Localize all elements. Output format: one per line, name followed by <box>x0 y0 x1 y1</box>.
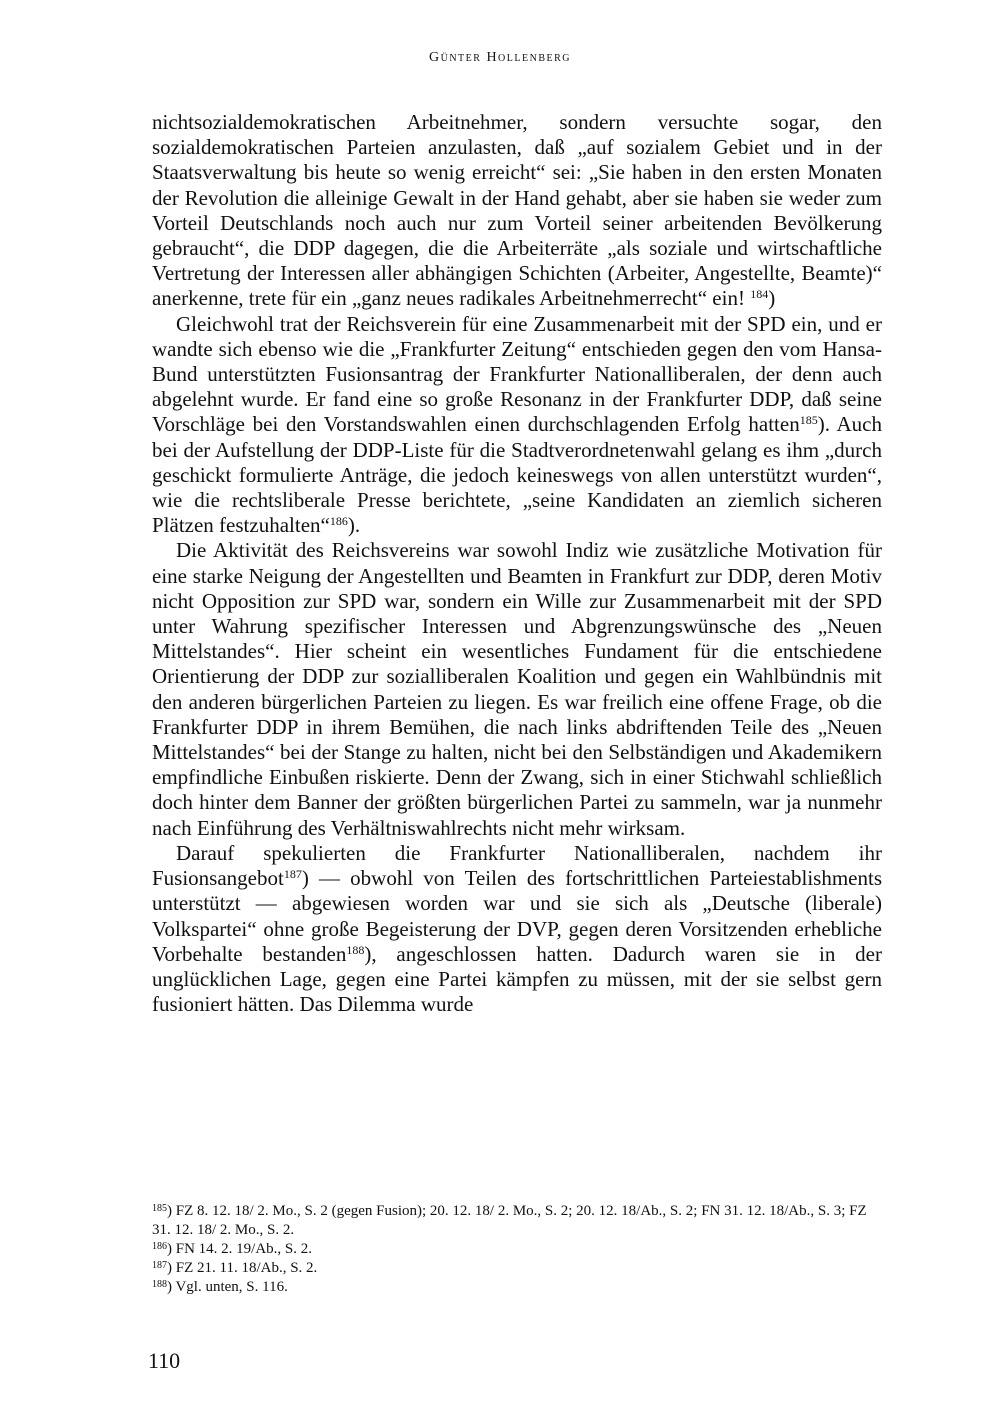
footnote-reference: 184 <box>750 287 769 302</box>
footnote-text: ) FN 14. 2. 19/Ab., S. 2. <box>167 1241 313 1257</box>
footnote-reference: 185 <box>799 413 818 428</box>
footnote <box>152 1278 882 1297</box>
running-head: Günter Hollenberg <box>429 50 571 65</box>
page-number: 110 <box>148 1348 181 1373</box>
footnote <box>152 1202 882 1240</box>
text-run: ). <box>347 513 361 538</box>
paragraph <box>152 312 882 539</box>
footnote-number: 186 <box>152 1241 167 1252</box>
footnote-reference: 186 <box>329 514 348 529</box>
footnote-reference: 187 <box>283 867 302 882</box>
footnote-text: ) Vgl. unten, S. 116. <box>167 1279 288 1295</box>
footnote-number: 188 <box>152 1279 167 1290</box>
footnote <box>152 1240 882 1259</box>
paragraph <box>152 841 882 1017</box>
footnote <box>152 1259 882 1278</box>
body-text <box>152 110 882 1017</box>
footnote-reference: 188 <box>346 942 365 957</box>
footnote-number: 185 <box>152 1203 167 1214</box>
text-run: nichtsozialdemokratischen Arbeitnehmer, sondern versuchte sogar, den sozialdemokratischen Parteien anzulasten, daß „auf sozialem Gebiet und in der Staatsverwaltung bis heute so wenig erreicht“ sei: „Sie haben in den ersten Monaten der Revolution die alleinige Gewalt in der Hand gehabt, aber sie haben sie weder zum Vorteil Deutschlands noch auch nur zum Vorteil seiner arbeitenden Bevölkerung gebraucht“, die DDP dagegen, die die Arbeiterräte „als soziale und wirtschaftliche Vertretung der Interessen aller abhängigen Schichten (Arbeiter, Angestellte, Beamte)“ anerkenne, trete für ein „ganz neues radikales Arbeitnehmerrecht“ ein! <box>152 110 882 311</box>
footnotes <box>152 1202 882 1297</box>
paragraph <box>152 110 882 312</box>
footnote-text: ) FZ 21. 11. 18/Ab., S. 2. <box>167 1260 318 1276</box>
paragraph <box>152 538 882 840</box>
text-run: ), angeschlossen hatten. Dadurch waren sie in der unglücklichen Lage, gegen eine Partei kämpfen zu müssen, mit der sie selbst gern fusioniert hätten. Das Dilemma wurde <box>152 941 882 1017</box>
footnote-text: ) FZ 8. 12. 18/ 2. Mo., S. 2 (gegen Fusion); 20. 12. 18/ 2. Mo., S. 2; 20. 12. 18/Ab., S. 2; FN 31. 12. 18/Ab., S. 3; FZ 31. 12. 18/ 2. Mo., S. 2. <box>152 1203 867 1238</box>
text-run: ) <box>768 286 776 311</box>
text-run: Gleichwohl trat der Reichsverein für eine Zusammenarbeit mit der SPD ein, und er wandte sich ebenso wie die „Frankfurter Zeitung“ entschieden gegen den vom Hansa-Bund unterstützten Fusionsantrag der Frankfurter Nationalliberalen, der denn auch abgelehnt wurde. Er fand eine so große Resonanz in der Frankfurter DDP, daß seine Vorschläge bei den Vorstandswahlen einen durchschlagenden Erfolg hatten <box>152 311 882 437</box>
text-run: Die Aktivität des Reichsvereins war sowohl Indiz wie zusätzliche Motivation für eine starke Neigung der Angestellten und Beamten in Frankfurt zur DDP, deren Motiv nicht Opposition zur SPD war, sondern ein Wille zur Zusammenarbeit mit der SPD unter Wahrung spezifischer Interessen und Abgrenzungswünsche des „Neuen Mittelstandes“. Hier scheint ein wesentliches Fundament für die entschiedene Orientierung der DDP zur sozialliberalen Koalition und gegen ein Wahlbündnis mit den anderen bürgerlichen Parteien zu liegen. Es war freilich eine offene Frage, ob die Frankfurter DDP in ihrem Bemühen, die nach links abdriftenden Teile des „Neuen Mittelstandes“ bei der Stange zu halten, nicht bei den Selbständigen und Akademikern empfindliche Einbußen riskierte. Denn der Zwang, sich in einer Stichwahl schließlich doch hinter dem Banner der größten bürgerlichen Partei zu sammeln, war ja nunmehr nach Einführung des Verhältniswahlrechts nicht mehr wirksam. <box>152 538 882 840</box>
text-run: Darauf spekulierten die Frankfurter Nationalliberalen, nachdem ihr Fusionsangebot <box>152 840 882 891</box>
text-run: ) — obwohl von Teilen des fortschrittlichen Parteiestablishments unterstützt — abgewiesen worden war und sie sich als „Deutsche (liberale) Volkspartei“ ohne große Begeisterung der DVP, gegen deren Vorsitzenden erhebliche Vorbehalte bestanden <box>152 866 882 966</box>
footnote-number: 187 <box>152 1260 167 1271</box>
text-run: ). Auch bei der Aufstellung der DDP-Liste für die Stadtverordnetenwahl gelang es ihm „durch geschickt formulierte Anträge, die jedoch keineswegs von allen unterstützt wurden“, wie die rechtsliberale Presse berichtete, „seine Kandidaten an ziemlich sicheren Plätzen festzuhalten“ <box>152 412 882 538</box>
